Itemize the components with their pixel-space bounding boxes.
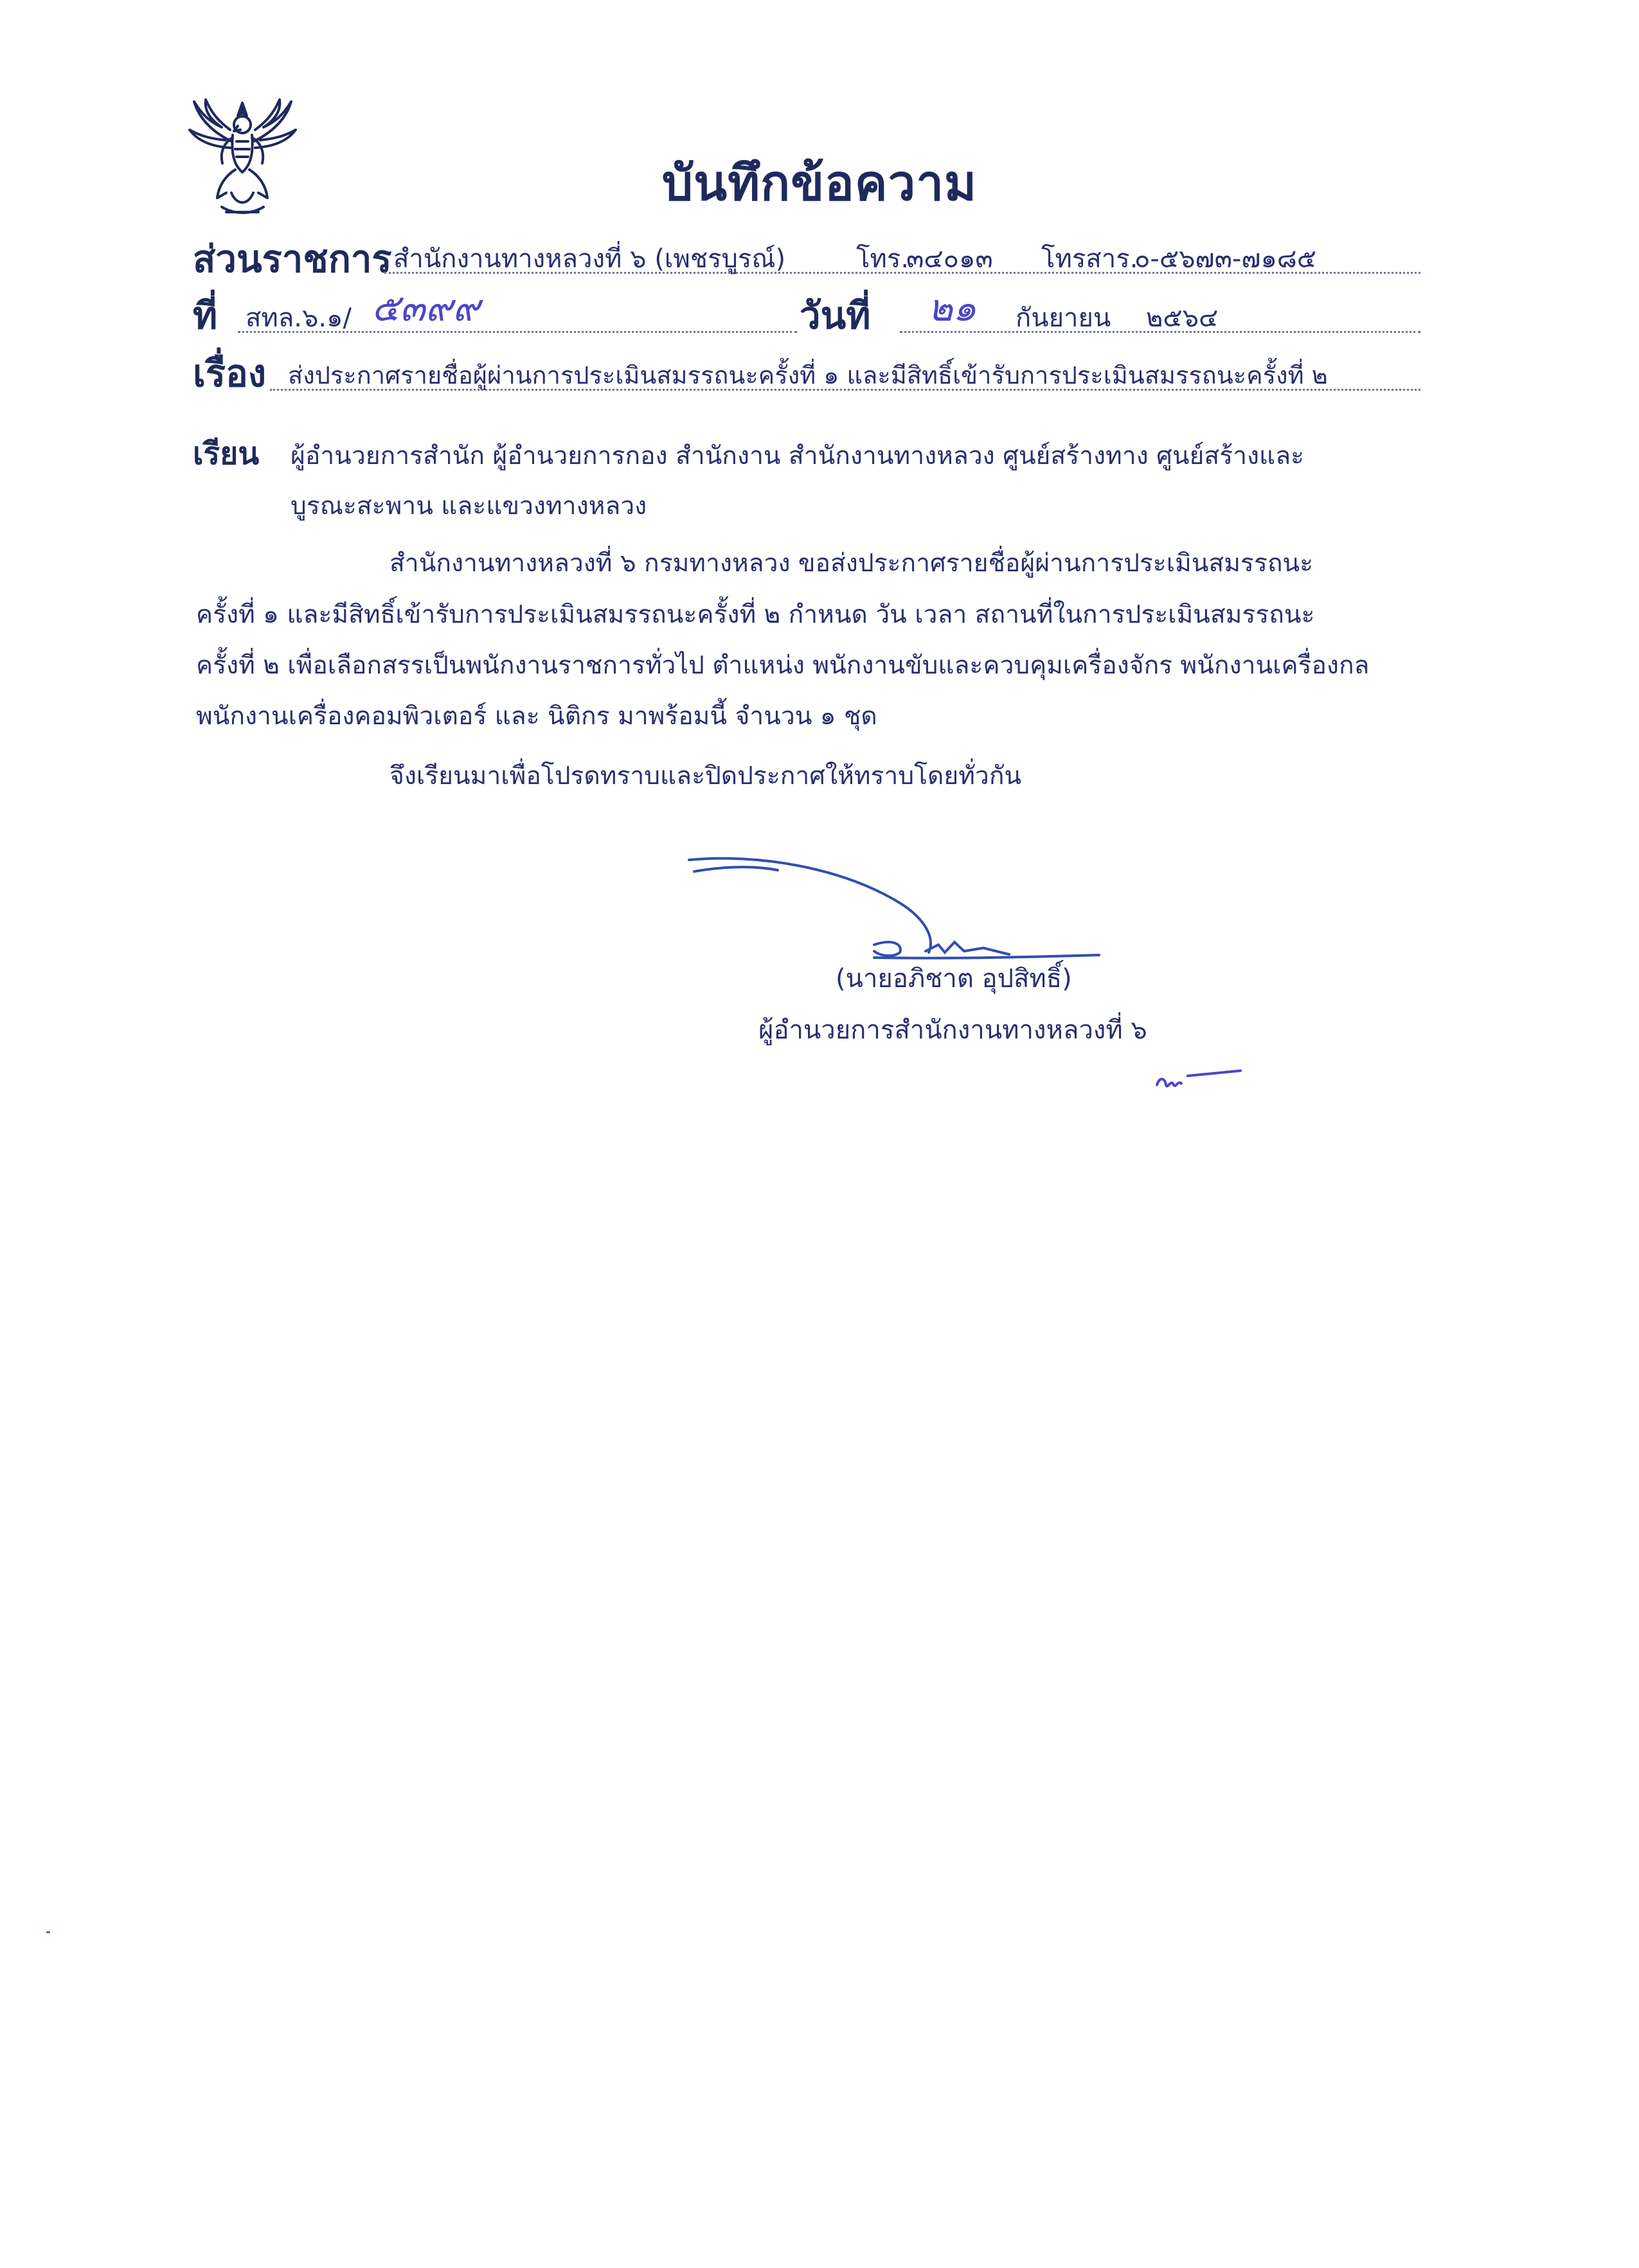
ref-prefix: สทล.๖.๑/ [246, 303, 352, 333]
tel-value: ๓๔๐๑๓ [906, 244, 993, 274]
date-dotted-line [900, 331, 1420, 333]
body-line-3: ครั้งที่ ๒ เพื่อเลือกสรรเป็นพนักงานราชการทั่วไป ตำแหน่ง พนักงานขับและควบคุมเครื่องจักร พนักงานเครื่องกล [196, 651, 1370, 680]
to-line-2: บูรณะสะพาน และแขวงทางหลวง [291, 492, 647, 521]
document-title: บันทึกข้อความ [661, 154, 978, 211]
signer-name: (นายอภิชาต อุปสิทธิ์) [836, 964, 1072, 994]
ref-label: ที่ [193, 294, 218, 337]
scan-speck [46, 1931, 50, 1933]
date-label: วันที่ [800, 294, 871, 337]
department-dotted-line [384, 272, 1420, 274]
closing-text: จึงเรียนมาเพื่อโปรดทราบและปิดประกาศให้ทราบโดยทั่วกัน [390, 762, 1022, 790]
body-line-1: สำนักงานทางหลวงที่ ๖ กรมทางหลวง ขอส่งประกาศรายชื่อผู้ผ่านการประเมินสมรรถนะ [390, 549, 1314, 578]
ref-number-handwritten: ๕๓๙๙ [372, 286, 480, 330]
to-line-1: ผู้อำนวยการสำนัก ผู้อำนวยการกอง สำนักงาน สำนักงานทางหลวง ศูนย์สร้างทาง ศูนย์สร้างและ [291, 442, 1305, 470]
ref-dotted-line [238, 331, 797, 333]
subject-label: เรื่อง [193, 352, 267, 395]
subject-value: ส่งประกาศรายชื่อผู้ผ่านการประเมินสมรรถนะครั้งที่ ๑ และมีสิทธิ์เข้ารับการประเมินสมรรถนะครั้งที่ ๒ [288, 361, 1328, 389]
fax-label: โทรสาร. [1041, 244, 1138, 274]
to-label: เรียน [193, 436, 260, 472]
date-day-handwritten: ๒๑ [928, 286, 977, 330]
body-line-4: พนักงานเครื่องคอมพิวเตอร์ และ นิติกร มาพร้อมนี้ จำนวน ๑ ชุด [196, 702, 877, 731]
signature-handwritten [681, 848, 1118, 970]
fax-value: ๐-๕๖๗๓-๗๑๘๕ [1134, 244, 1316, 274]
initials-handwritten [1151, 1059, 1247, 1098]
body-line-2: ครั้งที่ ๑ และมีสิทธิ์เข้ารับการประเมินสมรรถนะครั้งที่ ๒ กำหนด วัน เวลา สถานที่ในการประเมินสมรรถนะ [196, 600, 1315, 629]
department-value: สำนักงานทางหลวงที่ ๖ (เพชรบูรณ์) [393, 244, 786, 274]
date-month: กันยายน [1016, 303, 1111, 333]
department-label: ส่วนราชการ [193, 237, 392, 281]
date-year: ๒๕๖๔ [1146, 303, 1219, 333]
tel-label: โทร. [856, 244, 909, 274]
signer-position: ผู้อำนวยการสำนักงานทางหลวงที่ ๖ [758, 1015, 1147, 1045]
subject-dotted-line [270, 389, 1420, 391]
